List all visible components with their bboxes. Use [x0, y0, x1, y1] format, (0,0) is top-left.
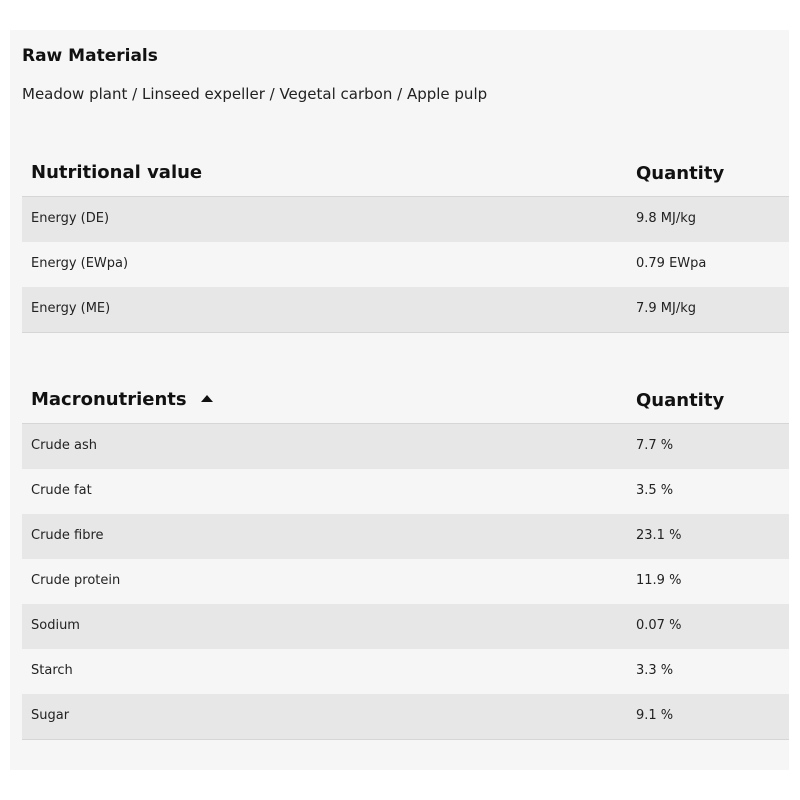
- table-row: [22, 197, 789, 242]
- table-row: [22, 424, 789, 469]
- row-name: Sugar: [31, 708, 70, 723]
- macronutrients-table-header[interactable]: [22, 373, 789, 424]
- nutritional-value-table: [22, 146, 789, 333]
- row-quantity: 7.7 %: [636, 438, 674, 453]
- table-row: [22, 604, 789, 649]
- table-row: [22, 694, 789, 740]
- nutritional-quantity-heading: Quantity: [636, 163, 725, 184]
- row-quantity: 0.79 EWpa: [636, 256, 707, 271]
- row-name: Sodium: [31, 618, 80, 633]
- row-name: Energy (EWpa): [31, 256, 129, 271]
- sort-up-icon[interactable]: [201, 395, 213, 402]
- table-row: [22, 649, 789, 694]
- row-quantity: 11.9 %: [636, 573, 682, 588]
- row-name: Crude fibre: [31, 528, 104, 543]
- row-name: Crude ash: [31, 438, 98, 453]
- macronutrients-quantity-heading: Quantity: [636, 390, 725, 411]
- row-quantity: 0.07 %: [636, 618, 682, 633]
- row-quantity: 3.5 %: [636, 483, 674, 498]
- row-name: Crude protein: [31, 573, 121, 588]
- row-quantity: 3.3 %: [636, 663, 674, 678]
- table-row: [22, 514, 789, 559]
- row-quantity: 23.1 %: [636, 528, 682, 543]
- nutritional-table-header: [22, 146, 789, 197]
- table-row: [22, 242, 789, 287]
- macronutrients-table: [22, 373, 789, 740]
- table-row: [22, 469, 789, 514]
- nutritional-value-heading: Nutritional value: [31, 162, 203, 183]
- product-info-panel: [10, 30, 789, 770]
- row-quantity: 9.8 MJ/kg: [636, 211, 697, 226]
- row-name: Crude fat: [31, 483, 92, 498]
- row-quantity: 7.9 MJ/kg: [636, 301, 697, 316]
- macronutrients-heading-label: Macronutrients: [31, 389, 187, 410]
- row-name: Energy (ME): [31, 301, 111, 316]
- table-row: [22, 287, 789, 333]
- row-quantity: 9.1 %: [636, 708, 674, 723]
- raw-materials-title: Raw Materials: [22, 46, 158, 66]
- macronutrients-heading[interactable]: [31, 389, 213, 410]
- table-row: [22, 559, 789, 604]
- row-name: Starch: [31, 663, 73, 678]
- row-name: Energy (DE): [31, 211, 110, 226]
- raw-materials-list: Meadow plant / Linseed expeller / Vegetal carbon / Apple pulp: [22, 85, 488, 103]
